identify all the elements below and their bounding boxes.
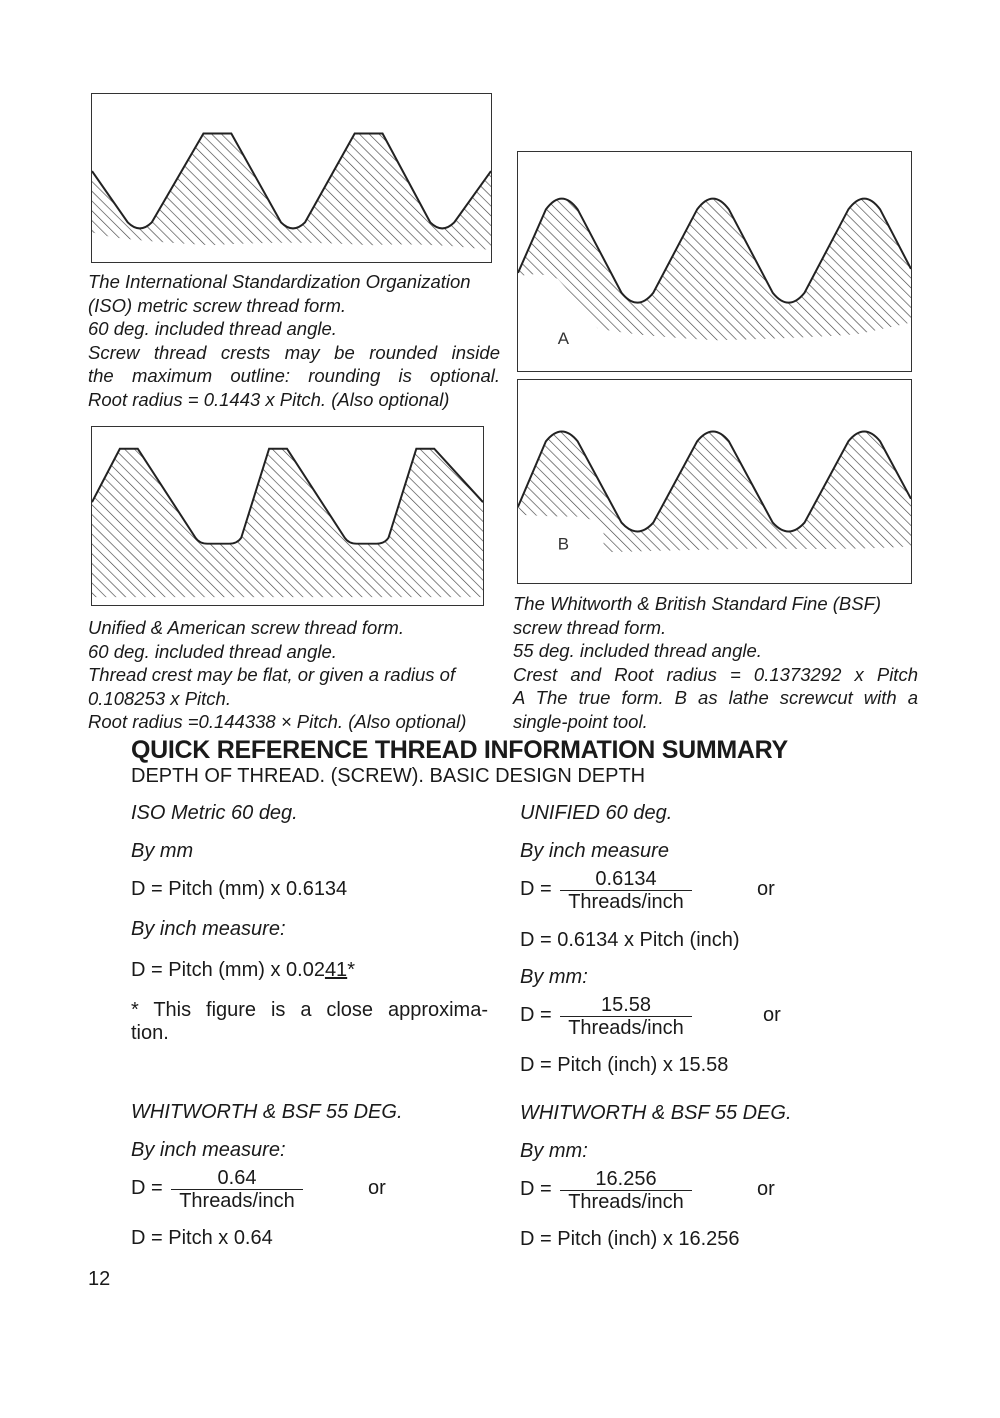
caption-line: Root radius =0.144338 × Pitch. (Also optional) [88,711,467,733]
caption-line: (ISO) metric screw thread form. [88,294,347,316]
whitworth-left-formula: D = Pitch x 0.64 [131,1227,273,1249]
unified-thread-caption [88,616,500,734]
unified-mm-formula: D = Pitch (inch) x 15.58 [520,1054,729,1076]
whitworth-right-title: WHITWORTH & BSF 55 DEG. [520,1102,792,1124]
caption-line: 60 deg. included thread angle. [88,640,337,662]
fraction-denominator: Threads/inch [568,891,684,913]
caption-line: Screw thread crests may be rounded inside [88,341,500,363]
unified-by-inch-label: By inch measure [520,840,669,862]
iso-thread-caption [88,270,500,412]
unified-thread-diagram [92,427,483,605]
caption-line: The International Standardization Organization [88,271,471,292]
caption-line: 0.108253 x Pitch. [88,687,231,709]
whitworth-true-form-diagram [518,152,911,371]
caption-line: Root radius = 0.1443 x Pitch. (Also optional) [88,388,450,410]
page-number: 12 [88,1268,111,1290]
unified-or-1: or [757,878,775,900]
whitworth-left-d-equals: D = [131,1177,163,1199]
caption-line: screw thread form. [513,616,667,638]
caption-line: Crest and Root radius = 0.1373292 x Pitch [513,663,918,685]
figure-label-a: A [557,329,570,349]
caption-line: 60 deg. included thread angle. [88,318,337,340]
iso-approximation-note [131,999,488,1045]
whitworth-screwcut-diagram [518,380,911,583]
iso-inch-formula [131,959,355,982]
iso-inch-formula-prefix: D = Pitch (mm) x 0.02 [131,959,325,981]
unified-inch-formula: D = 0.6134 x Pitch (inch) [520,929,740,951]
iso-thread-diagram [92,94,491,262]
iso-by-mm-label: By mm [131,840,194,862]
whitworth-true-form-figure [517,151,912,372]
whitworth-right-formula: D = Pitch (inch) x 16.256 [520,1228,740,1250]
note-line: * This figure is a close approxima- [131,999,488,1021]
iso-inch-formula-underlined: 41 [324,959,348,981]
fraction-numerator: 0.64 [171,1167,303,1190]
summary-heading: QUICK REFERENCE THREAD INFORMATION SUMMARY [131,736,788,764]
fraction-denominator: Threads/inch [568,1191,684,1213]
unified-or-2: or [763,1004,781,1026]
whitworth-right-or: or [757,1178,775,1200]
caption-line: Thread crest may be flat, or given a radius of [88,664,456,686]
fraction-numerator: 15.58 [560,994,692,1017]
whitworth-left-fraction [171,1167,303,1212]
whitworth-right-fraction [560,1168,692,1213]
note-line: tion. [131,1022,169,1044]
whitworth-screwcut-figure [517,379,912,584]
fraction-numerator: 0.6134 [560,868,692,891]
unified-by-mm-label: By mm: [520,966,588,988]
unified-d-equals-2: D = [520,1004,552,1026]
figure-label-b: B [557,534,570,554]
iso-thread-figure [91,93,492,263]
unified-inch-fraction [560,868,692,913]
whitworth-left-by-inch-label: By inch measure: [131,1139,286,1161]
iso-by-inch-label: By inch measure: [131,918,286,940]
iso-mm-formula: D = Pitch (mm) x 0.6134 [131,878,348,900]
unified-mm-fraction [560,994,692,1039]
fraction-numerator: 16.256 [560,1168,692,1191]
fraction-denominator: Threads/inch [568,1017,684,1039]
caption-line: A The true form. B as lathe screwcut with a [513,687,918,709]
caption-line: single-point tool. [513,710,648,732]
caption-line: 55 deg. included thread angle. [513,640,762,662]
iso-metric-title: ISO Metric 60 deg. [131,802,298,824]
fraction-denominator: Threads/inch [179,1190,295,1212]
caption-line: the maximum outline: rounding is optional. [88,365,500,387]
whitworth-right-by-mm-label: By mm: [520,1140,588,1162]
whitworth-thread-caption [513,592,918,734]
whitworth-right-d-equals: D = [520,1178,552,1200]
unified-d-equals: D = [520,878,552,900]
iso-inch-formula-suffix: * [347,959,355,981]
summary-subheading: DEPTH OF THREAD. (SCREW). BASIC DESIGN DEPTH [131,765,646,787]
unified-thread-figure [91,426,484,606]
caption-line: The Whitworth & British Standard Fine (BSF) [513,593,882,614]
whitworth-left-title: WHITWORTH & BSF 55 DEG. [131,1101,403,1123]
caption-line: Unified & American screw thread form. [88,617,404,638]
unified-title: UNIFIED 60 deg. [520,802,673,824]
whitworth-left-or: or [368,1177,386,1199]
